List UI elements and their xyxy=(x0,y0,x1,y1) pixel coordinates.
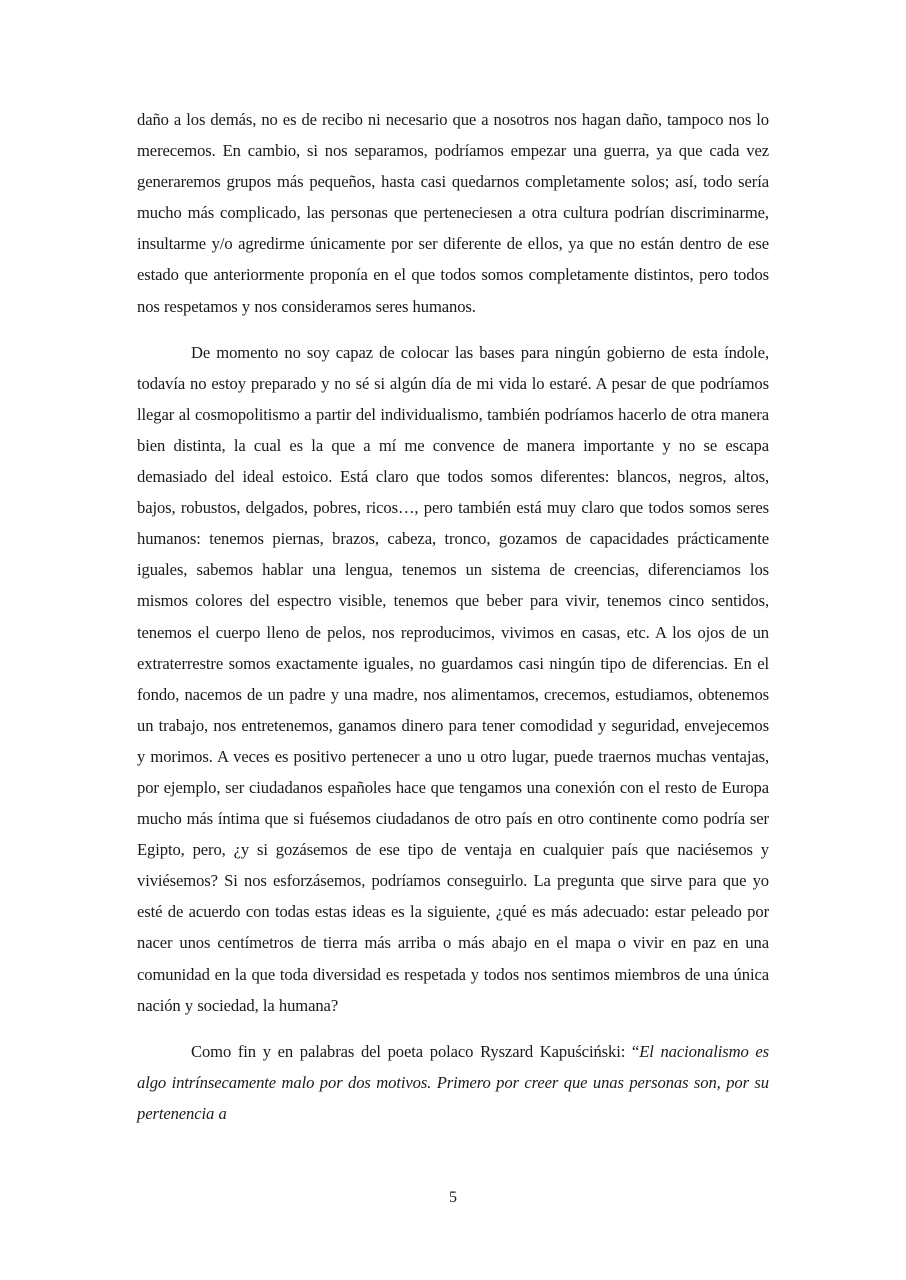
page-number: 5 xyxy=(449,1189,457,1206)
page-body xyxy=(137,104,769,1129)
paragraph-3-intro: Como fin y en palabras del poeta polaco Ryszard Kapuściński: “ xyxy=(191,1041,640,1061)
paragraph-1: daño a los demás, no es de recibo ni necesario que a nosotros nos hagan daño, tampoco nos lo merecemos. En cambio, si nos separamos, podríamos empezar una guerra, ya que cada vez generaremos grupos más pequeños, hasta casi quedarnos completamente solos; así, todo sería mucho más complicado, las personas que perteneciesen a otra cultura podrían discriminarme, insultarme y/o agredirme únicamente por ser diferente de ellos, ya que no están dentro de ese estado que anteriormente proponía en el que todos somos completamente distintos, pero todos nos respetamos y nos consideramos seres humanos. xyxy=(137,110,769,316)
paragraph-3 xyxy=(137,1036,769,1129)
kapuscinski-quote: El nacionalismo es algo intrínsecamente malo por dos motivos. Primero por creer que unas personas son, por su pertenencia a xyxy=(137,1041,769,1123)
paragraph-2: De momento no soy capaz de colocar las bases para ningún gobierno de esta índole, todavía no estoy preparado y no sé si algún día de mi vida lo estaré. A pesar de que podríamos llegar al cosmopolitismo a partir del individualismo, también podríamos hacerlo de otra manera bien distinta, la cual es la que a mí me convence de manera importante y no se escapa demasiado del ideal estoico. Está claro que todos somos diferentes: blancos, negros, altos, bajos, robustos, delgados, pobres, ricos…, pero también está muy claro que todos somos seres humanos: tenemos piernas, brazos, cabeza, tronco, gozamos de capacidades prácticamente iguales, sabemos hablar una lengua, tenemos un sistema de creencias, diferenciamos los mismos colores del espectro visible, tenemos que beber para vivir, tenemos cinco sentidos, tenemos el cuerpo lleno de pelos, nos reproducimos, vivimos en casas, etc. A los ojos de un extraterrestre somos exactamente iguales, no guardamos casi ningún tipo de diferencias. En el fondo, nacemos de un padre y una madre, nos alimentamos, crecemos, estudiamos, obtenemos un trabajo, nos entretenemos, ganamos dinero para tener comodidad y seguridad, envejecemos y morimos. A veces es positivo pertenecer a uno u otro lugar, puede traernos muchas ventajas, por ejemplo, ser ciudadanos españoles hace que tengamos una conexión con el resto de Europa mucho más íntima que si fuésemos ciudadanos de otro país en otro continente como podría ser Egipto, pero, ¿y si gozásemos de ese tipo de ventaja en cualquier país que naciésemos y viviésemos? Si nos esforzásemos, podríamos conseguirlo. La pregunta que sirve para que yo esté de acuerdo con todas estas ideas es la siguiente, ¿qué es más adecuado: estar peleado por nacer unos centímetros de tierra más arriba o más abajo en el mapa o vivir en paz en una comunidad en la que toda diversidad es respetada y todos nos sentimos miembros de una única nación y sociedad, la humana? xyxy=(137,342,769,1015)
